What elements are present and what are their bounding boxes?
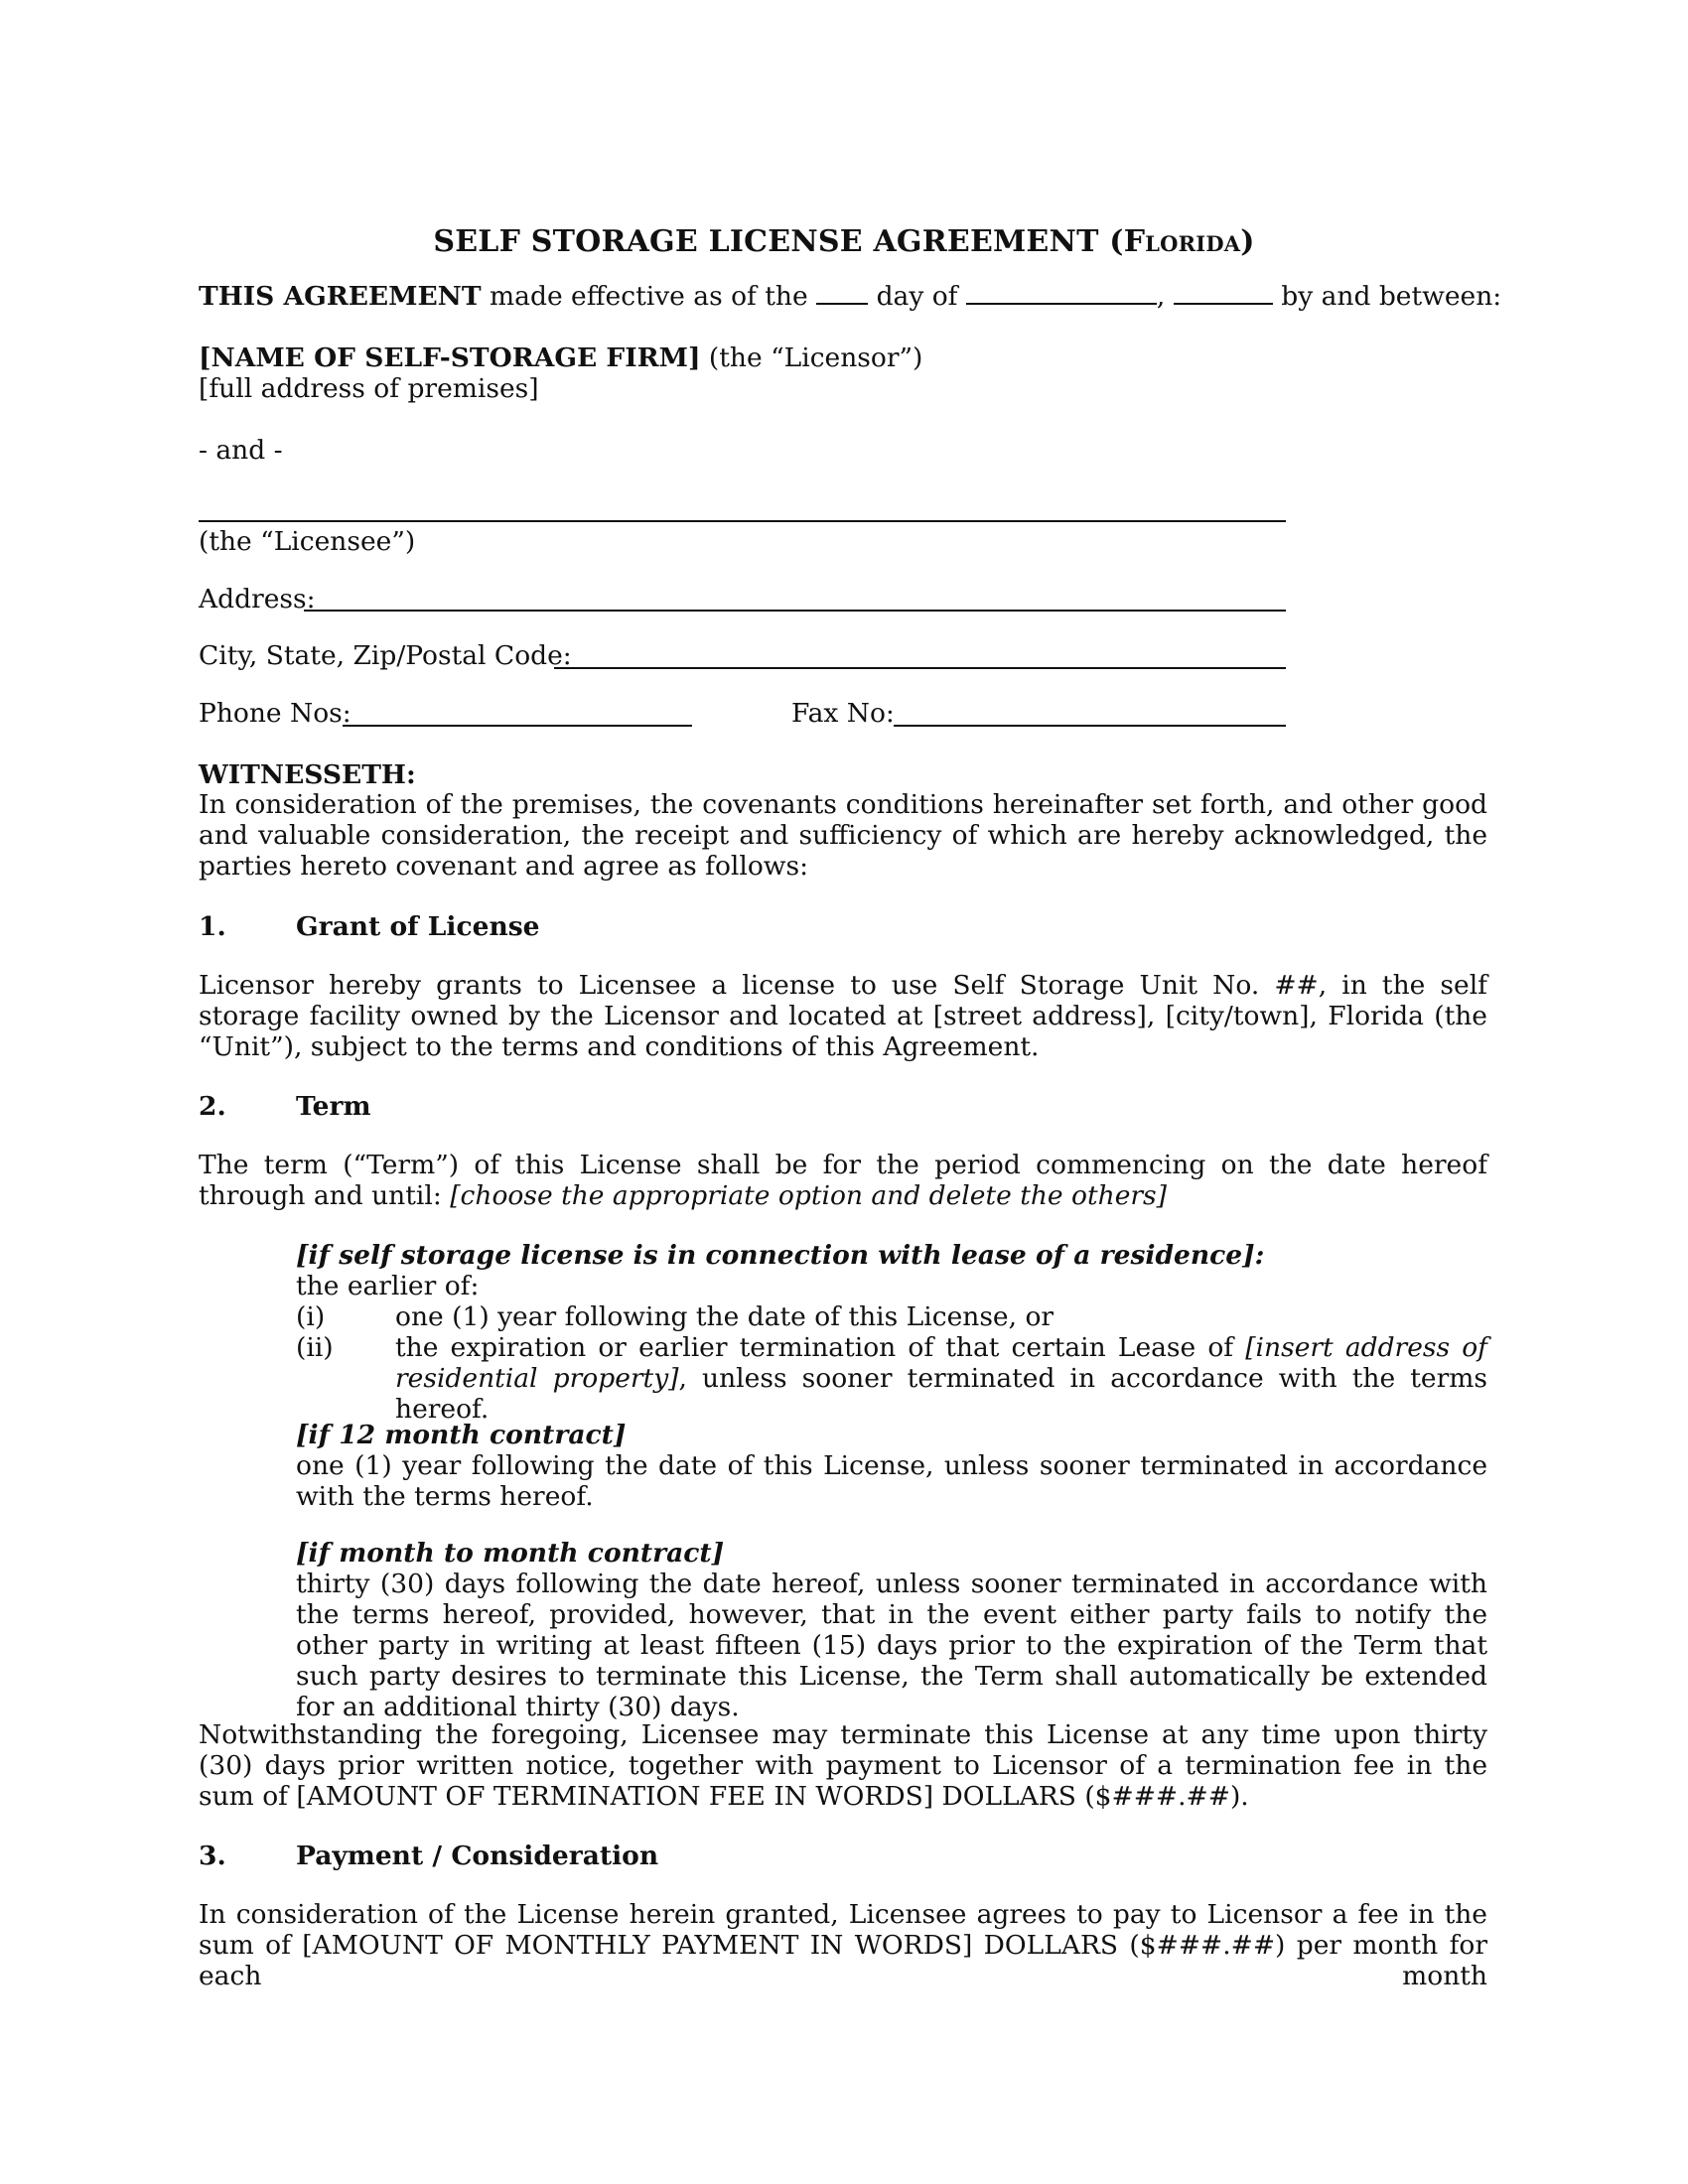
item-ii-note: [insert address of residential property] [395,1332,1487,1394]
licensee-name-line[interactable] [199,520,1286,522]
witnesseth-text: In consideration of the premises, the covenants conditions hereinafter set forth, and other good and valuable consideration, the receipt and sufficiency of which are hereby acknowledged, the parties hereto covenant and agree as follows: [199,789,1487,882]
agreement-intro [199,281,1501,312]
item-ii-text [395,1332,1487,1425]
and-separator: - and - [199,435,283,466]
licensor-role: (the “Licensor”) [700,342,923,373]
option-month-to-month-text: thirty (30) days following the date hereof, unless sooner terminated in accordance with the terms hereof, provided, however, that in the event either party fails to notify the other party in writing at least fifteen (15) days prior to the expiration of the Term that such party desires to terminate this License, the Term shall automatically be extended for an additional thirty (30) days. [296,1569,1487,1722]
option-residence-intro: the earlier of: [296,1271,480,1301]
section-2-body: The term (“Term”) of this License shall be for the period commencing on the date hereof through and until: [199,1150,1487,1211]
section-3-text: In consideration of the License herein granted, Licensee agrees to pay to Licensor a fee in the sum of [AMOUNT OF MONTHLY PAYMENT IN WORDS] DOLLARS ($###.##) per month for each month [199,1899,1487,1991]
month-blank[interactable] [966,281,1157,305]
document-title [0,224,1688,259]
intro-day-of: day of [876,281,958,312]
option-month-to-month-heading [296,1538,1487,1569]
termination-paragraph: Notwithstanding the foregoing, Licensee may terminate this License at any time upon thirty (30) days prior written notice, together with payment to Licensor of a termination fee in the sum of [AMOUNT OF TERMINATION FEE IN WORDS] DOLLARS ($###.##). [199,1719,1487,1812]
section-2-title: Term [296,1091,371,1122]
year-blank[interactable] [1174,281,1273,305]
title-state: Florida [1123,224,1241,259]
option-month-to-month-label: [if month to month contract] [296,1538,725,1569]
item-i-text: one (1) year following the date of this License, or [395,1301,1055,1332]
day-blank[interactable] [816,281,868,305]
option-residence-label: [if self storage license is in connection with lease of a residence]: [296,1240,1265,1271]
item-ii-tail: , unless sooner terminated in accordance with the terms hereof. [395,1363,1487,1425]
fax-line[interactable] [894,725,1286,727]
section-3-heading [199,1841,658,1871]
item-i-number: (i) [296,1301,326,1332]
address-label: Address: [199,584,316,614]
licensee-role: (the “Licensee”) [199,526,416,557]
phone-label: Phone Nos: [199,698,352,729]
option-12-month-heading [296,1420,1487,1450]
address-line[interactable] [304,610,1286,612]
option-12-month-label: [if 12 month contract] [296,1420,627,1450]
section-2-heading [199,1091,371,1122]
title-close: ) [1240,224,1255,259]
intro-between: by and between: [1281,281,1502,312]
option-residence-item-ii [296,1332,1487,1425]
intro-comma: , [1156,281,1166,312]
option-12-month-text: one (1) year following the date of this License, unless sooner terminated in accordance with the terms hereof. [296,1450,1487,1512]
witnesseth-heading: WITNESSETH: [199,759,416,790]
phone-line[interactable] [343,725,692,727]
section-1-heading [199,911,540,942]
city-line[interactable] [554,667,1286,669]
section-3-number: 3. [199,1841,226,1871]
title-main: SELF STORAGE LICENSE AGREEMENT ( [433,224,1124,259]
city-label: City, State, Zip/Postal Code: [199,640,572,671]
licensor-name: [NAME OF SELF-STORAGE FIRM] [199,342,701,373]
section-1-text: Licensor hereby grants to Licensee a license to use Self Storage Unit No. ##, in the self storage facility owned by the Licensor and located at [street address], [city/town], Florida (the “Unit”), subject to the terms and conditions of this Agreement. [199,970,1487,1062]
item-ii-body: the expiration or earlier termination of that certain Lease of [395,1332,1246,1363]
section-2-number: 2. [199,1091,226,1122]
fax-label: Fax No: [791,698,895,729]
intro-made: made effective as of the [490,281,808,312]
section-2-text [199,1150,1487,1211]
licensor-block [199,342,922,373]
licensor-address: [full address of premises] [199,373,539,404]
option-residence-heading [296,1240,1487,1271]
item-ii-number: (ii) [296,1332,334,1363]
section-2-note: [choose the appropriate option and delete the others] [450,1180,1167,1211]
section-3-title: Payment / Consideration [296,1841,659,1871]
section-1-number: 1. [199,911,226,942]
intro-bold: THIS AGREEMENT [199,281,482,312]
section-1-title: Grant of License [296,911,540,942]
option-residence-item-i [296,1301,1487,1332]
